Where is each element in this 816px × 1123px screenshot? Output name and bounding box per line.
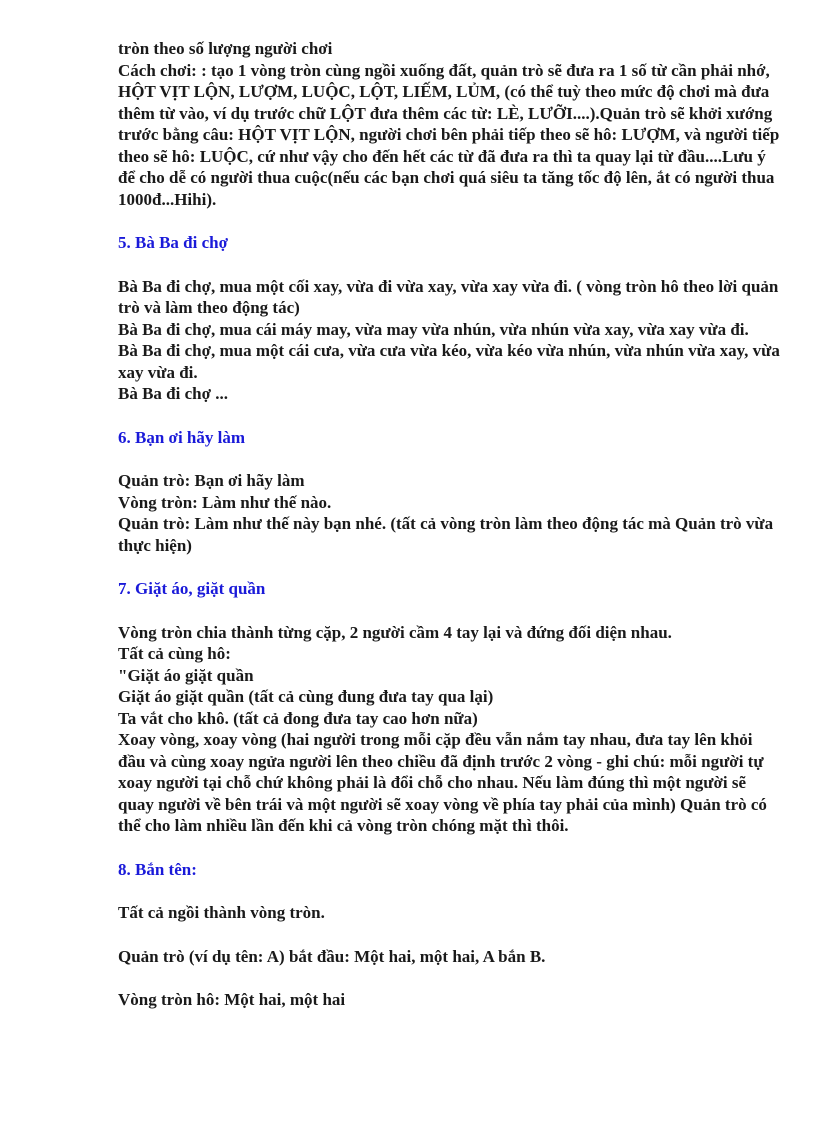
section-6-line: Vòng tròn: Làm như thế nào. xyxy=(118,492,332,512)
section-7-line: Giặt áo giặt quần (tất cả cùng đung đưa tay qua lại) xyxy=(118,687,494,706)
section-8-line: Tất cả ngồi thành vòng tròn. xyxy=(118,903,325,922)
section-7-line: "Giặt áo giặt quần xyxy=(118,665,254,685)
section-heading-ban-oi-hay-lam: 6. Bạn ơi hãy làm xyxy=(118,427,246,447)
section-7-line: Ta vắt cho khô. (tất cả đong đưa tay cao hơn nữa) xyxy=(118,708,478,728)
section-8-line: Vòng tròn hô: Một hai, một hai xyxy=(118,990,346,1009)
section-6-line: Quản trò: Bạn ơi hãy làm xyxy=(118,471,305,490)
section-5-line: Bà Ba đi chợ ... xyxy=(118,384,229,403)
section-heading-ba-ba-di-cho: 5. Bà Ba đi chợ xyxy=(118,233,229,252)
section-7-line: Xoay vòng, xoay vòng (hai người trong mỗi cặp đều vẫn nắm tay nhau, đưa tay lên khỏi đầu và cùng xoay ngửa người lên theo chiều đã định trước 2 vòng - ghi chú: mỗi người tự xoay người tại chỗ chứ không phải là đổi chỗ cho nhau. Nếu làm đúng thì một người sẽ quay người về bên trái và một người sẽ xoay vòng về phía tay phải của mình) Quản trò có thể cho làm nhiều lần đến khi cả vòng tròn chóng mặt thì thôi. xyxy=(118,730,767,835)
section-7-line: Vòng tròn chia thành từng cặp, 2 người cầm 4 tay lại và đứng đối diện nhau. xyxy=(118,622,672,642)
section-5-line: Bà Ba đi chợ, mua một cối xay, vừa đi vừa xay, vừa xay vừa đi. ( vòng tròn hô theo lời quản trò và làm theo động tác) xyxy=(118,276,779,317)
section-heading-ban-ten: 8. Bắn tên: xyxy=(118,859,197,879)
section-5-line: Bà Ba đi chợ, mua cái máy may, vừa may vừa nhún, vừa nhún vừa xay, vừa xay vừa đi. xyxy=(118,319,749,339)
section-6-line: Quản trò: Làm như thế này bạn nhé. (tất cả vòng tròn làm theo động tác mà Quản trò vừa thực hiện) xyxy=(118,514,774,555)
section-7-line: Tất cả cùng hô: xyxy=(118,644,231,663)
section-5-line: Bà Ba đi chợ, mua một cái cưa, vừa cưa vừa kéo, vừa kéo vừa nhún, vừa nhún vừa xay, vừa xay vừa đi. xyxy=(118,341,780,382)
section-8-line: Quản trò (ví dụ tên: A) bắt đầu: Một hai, một hai, A bắn B. xyxy=(118,946,546,966)
intro-line-1: tròn theo số lượng người chơi xyxy=(118,39,333,58)
intro-rules-paragraph: Cách chơi: : tạo 1 vòng tròn cùng ngồi xuống đất, quản trò sẽ đưa ra 1 số từ cần phải nhớ, HỘT VỊT LỘN, LƯỢM, LUỘC, LỘT, LIẾM, LỦM, (có thể tuỳ theo mức độ chơi mà đưa thêm từ vào, ví dụ trước chữ LỘT đưa thêm các từ: LÈ, LƯỠI....).Quản trò sẽ khởi xướng trước bằng câu: HỘT VỊT LỘN, người chơi bên phải tiếp theo sẽ hô: LƯỢM, và người tiếp theo sẽ hô: LUỘC, cứ như vậy cho đến hết các từ đã đưa ra thì ta quay lại từ đầu....Lưu ý để cho dễ có người thua cuộc(nếu các bạn chơi quá siêu ta tăng tốc độ lên, ắt có người thua 1000đ...Hihi). xyxy=(118,60,780,209)
document-page xyxy=(118,38,780,1011)
section-heading-giat-ao-giat-quan: 7. Giặt áo, giặt quần xyxy=(118,579,266,598)
